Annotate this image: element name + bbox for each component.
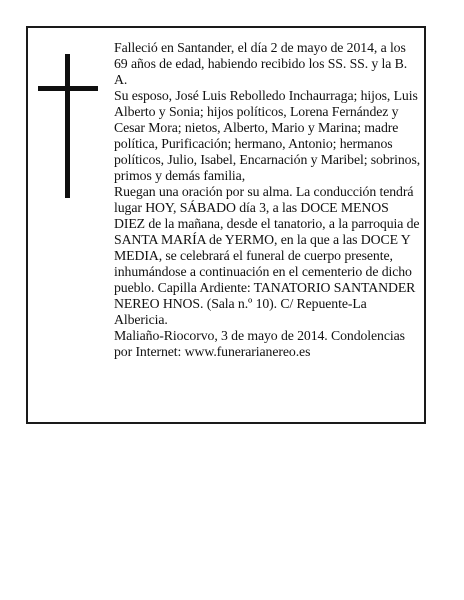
death-announcement: Falleció en Santander, el día 2 de mayo de 2014, a los 69 años de edad, habiendo recibido los SS. SS. y la B. A. (114, 40, 408, 87)
family-list: Su esposo, José Luis Rebolledo Inchaurraga; hijos, Luis Alberto y Sonia; hijos políticos, Lorena Fernández y Cesar Mora; nietos, Alberto, Mario y Marina; madre política, Purificación; hermano, Antonio; hermanos políticos, Julio, Isabel, Encarnación y Maribel; sobrinos, primos y demás familia, (114, 88, 421, 183)
cross-vertical-bar (65, 54, 70, 198)
latin-cross-icon (38, 54, 98, 198)
obituary-notice (26, 26, 426, 424)
place-date-condolences: Maliaño-Riocorvo, 3 de mayo de 2014. Condolencias por Internet: www.funerarianereo.es (114, 328, 405, 359)
funeral-details: Ruegan una oración por su alma. La conducción tendrá lugar HOY, SÁBADO día 3, a las DOCE MENOS DIEZ de la mañana, desde el tanatorio, a la parroquia de SANTA MARÍA de YERMO, en la que a las DOCE Y MEDIA, se celebrará el funeral de cuerpo presente, inhumándose a continuación en el cementerio de dicho pueblo. Capilla Ardiente: TANATORIO SANTANDER NEREO HNOS. (Sala n.º 10). C/ Repuente-La Albericia. (114, 184, 420, 327)
obituary-text (114, 40, 422, 360)
cross-horizontal-bar (38, 86, 98, 91)
